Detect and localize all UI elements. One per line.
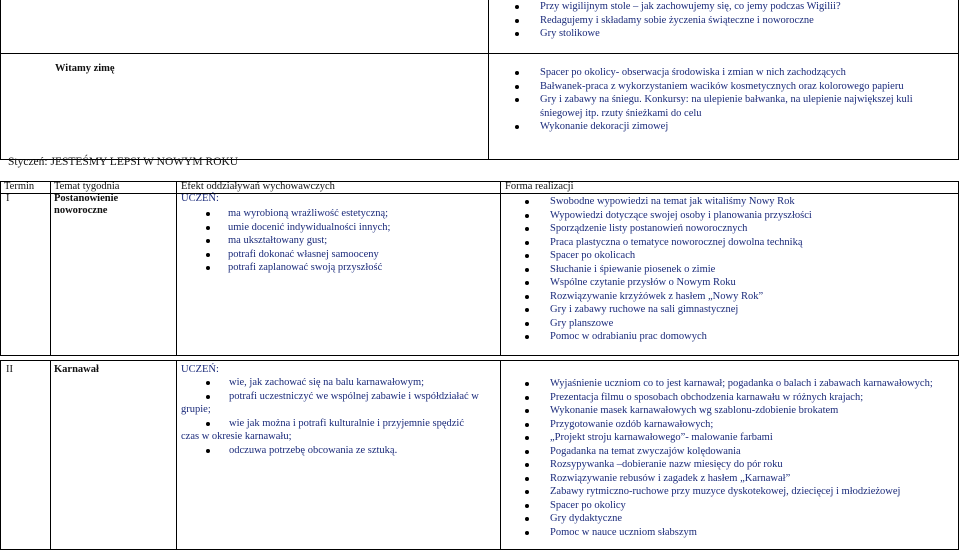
list-item: umie docenić indywidualności innych;	[228, 221, 391, 233]
row1-uczen: UCZEŃ:	[181, 193, 219, 204]
row1-forms	[523, 195, 812, 344]
list-item: Pomoc w odrabianiu prac domowych	[523, 330, 812, 344]
col-line-2	[176, 181, 177, 356]
header-efekt: Efekt oddziaływań wychowawczych	[181, 181, 335, 192]
list-item: Sporządzenie listy postanowień noworocznych	[523, 222, 812, 236]
col-line-1b	[50, 360, 51, 550]
list-item: potrafi dokonać własnej samooceny	[228, 248, 390, 262]
col-line-0b	[0, 360, 1, 550]
list-item: Wykonanie masek karnawałowych wg szablonu-zdobienie brokatem	[523, 404, 933, 418]
list-item: Bałwanek-praca z wykorzystaniem wacików kosmetycznych oraz kolorowego papieru	[513, 80, 913, 94]
list-item: ma wyrobioną wrażliwość estetyczną;	[228, 207, 390, 221]
list-item: Wykonanie dekoracji zimowej	[513, 120, 913, 134]
rule-top-1	[0, 53, 959, 54]
row2-forms	[523, 377, 933, 539]
col-line-4	[958, 181, 959, 356]
rule-header-top	[0, 181, 959, 182]
list-item: Pomoc w nauce uczniom słabszym	[523, 526, 933, 540]
list-item: Gry i zabawy na śniegu. Konkursy: na ulepienie bałwanka, na ulepienie największej kuli	[513, 93, 913, 107]
list-item: Spacer po okolicach	[523, 249, 812, 263]
row1-effects	[228, 207, 390, 275]
list-item: Rozwiązywanie krzyżówek z hasłem „Nowy Rok”	[523, 290, 812, 304]
divider-top	[488, 0, 489, 160]
list-item: Redagujemy i składamy sobie życzenia świąteczne i noworoczne	[513, 14, 841, 28]
list-item: Rozsypywanka –dobieranie nazw miesięcy do pór roku	[523, 458, 933, 472]
col-line-3b	[500, 360, 501, 550]
list-item: Gry dydaktyczne	[523, 512, 933, 526]
effect-line-wrap: czas w okresie karnawału;	[181, 431, 292, 442]
header-termin: Termin	[4, 181, 35, 192]
list-item: Słuchanie i śpiewanie piosenek o zimie	[523, 263, 812, 277]
list-item: Praca plastyczna o tematyce noworocznej dowolna techniką	[523, 236, 812, 250]
list-item: potrafi zaplanować swoją przyszłość	[228, 261, 390, 275]
list-item: Wyjaśnienie uczniom co to jest karnawał; pogadanka o balach i zabawach karnawałowych;	[523, 377, 933, 391]
col-line-2b	[176, 360, 177, 550]
effect-line-wrap: grupie;	[181, 404, 211, 415]
effect-line: wie, jak zachować się na balu karnawałowym;	[181, 376, 479, 390]
top-list-b	[513, 66, 913, 134]
list-item: Pogadanka na temat zwyczajów kolędowania	[523, 445, 933, 459]
theme-label: Witamy zimę	[55, 63, 115, 74]
list-item: Wspólne czytanie przysłów o Nowym Roku	[523, 276, 812, 290]
col-line-0	[0, 181, 1, 356]
row2-term: II	[6, 364, 13, 375]
list-item: ma ukształtowany gust;	[228, 234, 390, 248]
row2-uczen: UCZEŃ:	[181, 364, 219, 375]
col-line-3	[500, 181, 501, 356]
row1-term: I	[6, 193, 10, 204]
list-item: Spacer po okolicy- obserwacja środowiska i zmian w nich zachodzących	[513, 66, 913, 80]
month-heading: Styczeń: JESTEŚMY LEPSI W NOWYM ROKU	[8, 156, 239, 168]
list-item: Wypowiedzi dotyczące swojej osoby i planowania przyszłości	[523, 209, 812, 223]
list-item: Spacer po okolicy	[523, 499, 933, 513]
rule-row2-top	[0, 360, 959, 361]
effect-line: potrafi uczestniczyć we wspólnej zabawie i współdziałać w	[181, 390, 479, 404]
list-item: Gry stolikowe	[513, 27, 841, 41]
rule-bottom	[0, 549, 959, 550]
list-item: Gry i zabawy ruchowe na sali gimnastycznej	[523, 303, 812, 317]
effect-line: wie jak można i potrafi kulturalnie i przyjemnie spędzić	[181, 417, 479, 431]
list-item-wrap: śniegowej itp. rzuty śnieżkami do celu	[540, 107, 702, 119]
row1-topic-2: noworoczne	[54, 205, 108, 216]
header-forma: Forma realizacji	[505, 181, 574, 192]
row1-topic-1: Postanowienie	[54, 193, 119, 204]
list-item: Zabawy rytmiczno-ruchowe przy muzyce dyskotekowej, dziecięcej i młodzieżowej	[523, 485, 933, 499]
border-top-left	[0, 0, 1, 160]
list-item: Gry planszowe	[523, 317, 812, 331]
header-temat: Temat tygodnia	[54, 181, 120, 192]
effect-line: odczuwa potrzebę obcowania ze sztuką.	[181, 444, 479, 458]
row2-topic: Karnawał	[54, 364, 99, 375]
row2-effects	[181, 376, 479, 457]
col-line-1	[50, 181, 51, 356]
list-item: Rozwiązywanie rebusów i zagadek z hasłem „Karnawał”	[523, 472, 933, 486]
border-top-right	[958, 0, 959, 160]
list-item: Przy wigilijnym stole – jak zachowujemy się, co jemy podczas Wigilii?	[513, 0, 841, 14]
top-list-a	[513, 0, 841, 41]
list-item: Swobodne wypowiedzi na temat jak witaliśmy Nowy Rok	[523, 195, 812, 209]
col-line-4b	[958, 360, 959, 550]
list-item: „Projekt stroju karnawałowego”- malowanie farbami	[523, 431, 933, 445]
rule-row1-bottom	[0, 355, 959, 356]
list-item: Przygotowanie ozdób karnawałowych;	[523, 418, 933, 432]
rule-header-bottom	[0, 193, 959, 194]
list-item: Prezentacja filmu o sposobach obchodzenia karnawału w różnych krajach;	[523, 391, 933, 405]
